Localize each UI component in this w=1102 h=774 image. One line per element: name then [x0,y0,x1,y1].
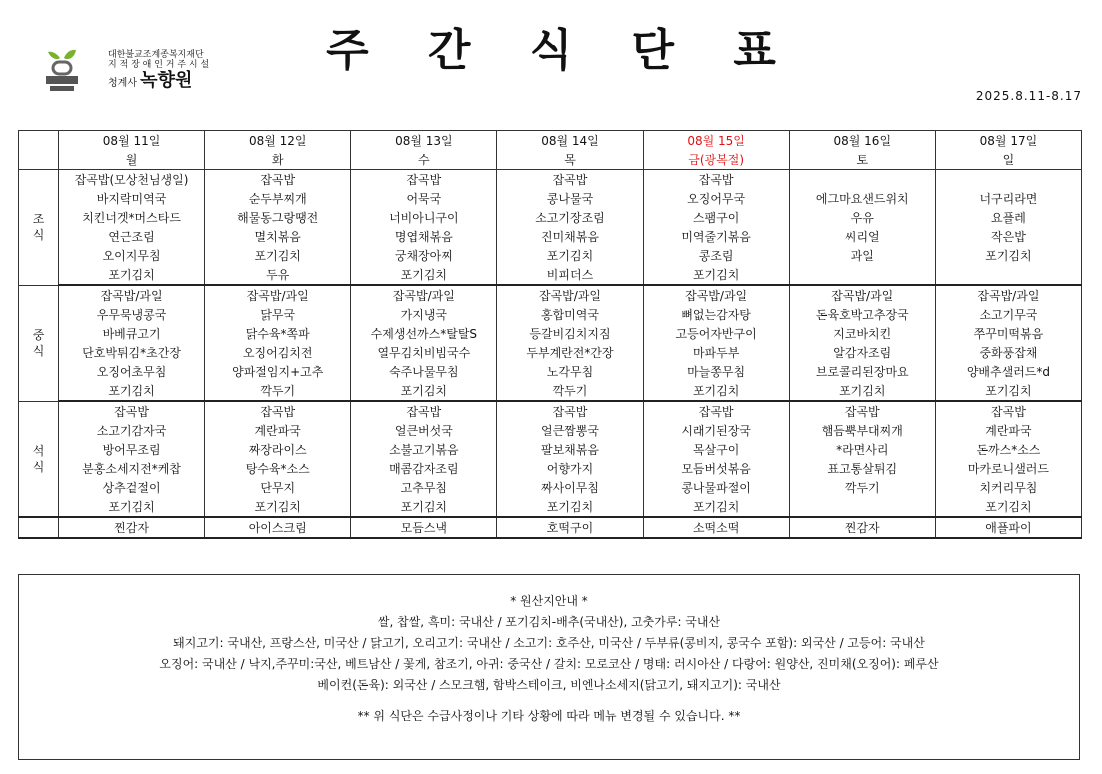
menu-item: 홍합미역국 [497,305,643,324]
menu-item: 잡곡밥 [935,401,1081,421]
menu-item: 연근조림 [59,227,205,246]
menu-item: 순두부찌개 [205,189,351,208]
org-foundation: 대한불교조계종복지재단 [108,50,204,60]
menu-item: 포기김치 [59,497,205,517]
day-of-week: 토 [789,150,935,170]
page-title: 주 간 식 단 표 [326,25,798,76]
menu-item: 숙주나물무침 [351,362,497,381]
menu-row [19,170,1082,190]
menu-item: 수제생선까스*탈탈S [351,324,497,343]
menu-item: 마늘쫑무침 [643,362,789,381]
menu-item: 깍두기 [497,381,643,401]
menu-item: 잡곡밥 [789,401,935,421]
menu-item: 쭈꾸미떡볶음 [935,324,1081,343]
menu-item: 잡곡밥/과일 [497,285,643,305]
snack-item: 애플파이 [935,517,1081,538]
menu-row [19,265,1082,285]
snack-item: 찐감자 [789,517,935,538]
menu-row [19,401,1082,421]
menu-item: 뼈없는감자탕 [643,305,789,324]
menu-item: 치커리무침 [935,478,1081,497]
menu-item [789,265,935,285]
menu-item: 포기김치 [205,246,351,265]
menu-item: 우무묵냉콩국 [59,305,205,324]
menu-item: 씨리얼 [789,227,935,246]
menu-row [19,343,1082,362]
menu-item: 해물동그랑땡전 [205,208,351,227]
notice-line: 오징어: 국내산 / 낙지,주꾸미:국산, 베트남산 / 꽃게, 참조기, 아귀: 중국산 / 갈치: 모로코산 / 명태: 러시아산 / 다랑어: 원양산, 진미채(오징어): 페루산 [159,657,939,671]
menu-item: 단무지 [205,478,351,497]
menu-item: 포기김치 [59,381,205,401]
day-date: 08월 17일 [935,131,1081,151]
menu-item: 잡곡밥/과일 [59,285,205,305]
menu-item: 포기김치 [643,497,789,517]
menu-item: 잡곡밥/과일 [789,285,935,305]
day-of-week: 수 [351,150,497,170]
menu-item: 잡곡밥 [351,401,497,421]
menu-item: 탕수육*소스 [205,459,351,478]
menu-item: 오이지무침 [59,246,205,265]
menu-item: 너비아니구이 [351,208,497,227]
menu-item: 잡곡밥 [497,170,643,190]
menu-item: 잡곡밥/과일 [351,285,497,305]
menu-item: 진미채볶음 [497,227,643,246]
snack-item: 아이스크림 [205,517,351,538]
menu-item: 포기김치 [935,381,1081,401]
menu-row [19,440,1082,459]
meal-label-char: 식 [32,344,45,358]
menu-row [19,305,1082,324]
menu-item: 목살구이 [643,440,789,459]
day-of-week: 금(광복절) [643,150,789,170]
menu-item: 햄듬뿍부대찌개 [789,421,935,440]
menu-item: 어묵국 [351,189,497,208]
meal-label [19,401,59,517]
menu-item: 바베큐고기 [59,324,205,343]
menu-item: 포기김치 [789,381,935,401]
day-of-week: 월 [59,150,205,170]
menu-item: 포기김치 [351,381,497,401]
menu-item [935,170,1081,190]
menu-row [19,497,1082,517]
menu-item: 우유 [789,208,935,227]
day-of-week: 목 [497,150,643,170]
menu-row [19,381,1082,401]
menu-item: 노각무침 [497,362,643,381]
menu-item: 잡곡밥 [205,170,351,190]
menu-item: 잡곡밥/과일 [205,285,351,305]
snack-item: 소떡소떡 [643,517,789,538]
menu-item: 소고기감자국 [59,421,205,440]
menu-item: 잡곡밥(모상천님생일) [59,170,205,190]
org-facility-type: 지 적 장 애 인 거 주 시 설 [108,60,210,70]
notice-line: 쌀, 찹쌀, 흑미: 국내산 / 포기김치-배추(국내산), 고춧가루: 국내산 [377,615,721,629]
menu-item: 미역줄기볶음 [643,227,789,246]
menu-item: 포기김치 [643,381,789,401]
menu-row [19,478,1082,497]
menu-item: 지코바치킨 [789,324,935,343]
menu-row [19,227,1082,246]
menu-item: 등갈비김치지짐 [497,324,643,343]
day-date: 08월 11일 [59,131,205,151]
menu-row [19,285,1082,305]
menu-item: 오징어무국 [643,189,789,208]
weekly-menu-table [18,130,1082,539]
menu-item: 포기김치 [351,497,497,517]
menu-item: 고등어자반구이 [643,324,789,343]
menu-item: 깍두기 [789,478,935,497]
menu-item: 분홍소세지전*케찹 [59,459,205,478]
menu-item: 얼큰짬뽕국 [497,421,643,440]
menu-item: 중화풍잡채 [935,343,1081,362]
corner-cell [19,131,59,170]
menu-item: 과일 [789,246,935,265]
menu-item: 양배추샐러드*d [935,362,1081,381]
menu-item: 모듬버섯볶음 [643,459,789,478]
menu-item: 잡곡밥 [351,170,497,190]
date-range: 2025.8.11-8.17 [975,89,1082,103]
menu-item: 콩조림 [643,246,789,265]
menu-item: 가지냉국 [351,305,497,324]
menu-item: *라면사리 [789,440,935,459]
menu-row [19,324,1082,343]
menu-item: 콩나물파절이 [643,478,789,497]
menu-row [19,246,1082,265]
meal-label [19,170,59,286]
menu-item: 단호박튀김*초간장 [59,343,205,362]
menu-item: 오징어초무침 [59,362,205,381]
menu-row [19,362,1082,381]
menu-item: 돈육호박고추장국 [789,305,935,324]
menu-item: 계란파국 [935,421,1081,440]
menu-item: 닭무국 [205,305,351,324]
menu-row [19,459,1082,478]
menu-item: 멸치볶음 [205,227,351,246]
menu-item: 마파두부 [643,343,789,362]
menu-item: 잡곡밥 [59,401,205,421]
menu-item: 브로콜리된장마요 [789,362,935,381]
menu-item: 마카로니샐러드 [935,459,1081,478]
snack-item: 호떡구이 [497,517,643,538]
menu-item: 치킨너겟*머스타드 [59,208,205,227]
menu-item: 소고기장조림 [497,208,643,227]
menu-item [789,497,935,517]
day-date: 08월 13일 [351,131,497,151]
day-date: 08월 12일 [205,131,351,151]
notice-line: 베이컨(돈육): 외국산 / 스모크햄, 함박스테이크, 비엔나소세지(닭고기, 돼지고기): 국내산 [317,678,781,692]
origin-notice [18,574,1080,760]
meal-label [19,285,59,401]
notice-footer: ** 위 식단은 수급사정이나 기타 상황에 따라 메뉴 변경될 수 있습니다. ** [357,709,741,723]
menu-row [19,421,1082,440]
menu-row [19,189,1082,208]
menu-item: 짜사이무침 [497,478,643,497]
menu-item: 소불고기볶음 [351,440,497,459]
snack-item: 모듬스낵 [351,517,497,538]
day-date: 08월 14일 [497,131,643,151]
organization-name [108,50,209,89]
meal-label-char: 식 [32,228,45,243]
menu-item: 표고통살튀김 [789,459,935,478]
menu-item: 방어무조림 [59,440,205,459]
menu-item: 잡곡밥 [643,401,789,421]
org-prefix: 청계사 [108,78,137,89]
menu-item [935,265,1081,285]
menu-row [19,208,1082,227]
menu-item: 잡곡밥/과일 [935,285,1081,305]
menu-item: 소고기무국 [935,305,1081,324]
menu-item: 포기김치 [205,497,351,517]
menu-item: 포기김치 [351,265,497,285]
day-date: 08월 16일 [789,131,935,151]
meal-label-char: 조 [32,212,45,227]
menu-item: 잡곡밥/과일 [643,285,789,305]
menu-item: 계란파국 [205,421,351,440]
meal-label-char: 식 [32,459,45,474]
menu-item: 알감자조림 [789,343,935,362]
menu-item: 스팸구이 [643,208,789,227]
menu-item: 너구리라면 [935,189,1081,208]
menu-item: 고추무침 [351,478,497,497]
menu-item: 포기김치 [497,246,643,265]
menu-item: 포기김치 [935,497,1081,517]
menu-item: 열무김치비빔국수 [351,343,497,362]
org-name: 녹향원 [140,70,193,91]
menu-item: 양파절임지+고추 [205,362,351,381]
menu-item: 포기김치 [643,265,789,285]
menu-item: 팔보채볶음 [497,440,643,459]
menu-item [789,170,935,190]
menu-item: 포기김치 [935,246,1081,265]
menu-item: 포기김치 [497,497,643,517]
menu-item: 오징어김치전 [205,343,351,362]
menu-item: 시래기된장국 [643,421,789,440]
day-date: 08월 15일 [643,131,789,151]
snack-label [19,517,59,538]
menu-item: 두유 [205,265,351,285]
menu-item: 어향가지 [497,459,643,478]
menu-item: 매콤감자조림 [351,459,497,478]
menu-item: 깍두기 [205,381,351,401]
menu-item: 상추겉절이 [59,478,205,497]
menu-item: 작은밥 [935,227,1081,246]
menu-item: 두부계란전*간장 [497,343,643,362]
menu-item: 궁채장아찌 [351,246,497,265]
menu-item: 얼큰버섯국 [351,421,497,440]
menu-item: 잡곡밥 [497,401,643,421]
menu-item: 포기김치 [59,265,205,285]
notice-title: * 원산지안내 * [510,594,588,608]
day-of-week: 일 [935,150,1081,170]
meal-label-char: 중 [32,328,45,342]
snack-item: 찐감자 [59,517,205,538]
menu-item: 비피더스 [497,265,643,285]
day-of-week: 화 [205,150,351,170]
meal-label-char: 석 [32,443,45,458]
menu-item: 짜장라이스 [205,440,351,459]
menu-item: 명엽채볶음 [351,227,497,246]
menu-item: 요플레 [935,208,1081,227]
menu-item: 바지락미역국 [59,189,205,208]
notice-line: 돼지고기: 국내산, 프랑스산, 미국산 / 닭고기, 오리고기: 국내산 / 소고기: 호주산, 미국산 / 두부류(콩비지, 콩국수 포함): 외국산 / 고등어: 국내산 [173,636,925,650]
menu-item: 닭수육*쪽파 [205,324,351,343]
menu-item: 에그마요샌드위치 [789,189,935,208]
menu-item: 돈까스*소스 [935,440,1081,459]
menu-item: 콩나물국 [497,189,643,208]
menu-item: 잡곡밥 [205,401,351,421]
menu-item: 잡곡밥 [643,170,789,190]
